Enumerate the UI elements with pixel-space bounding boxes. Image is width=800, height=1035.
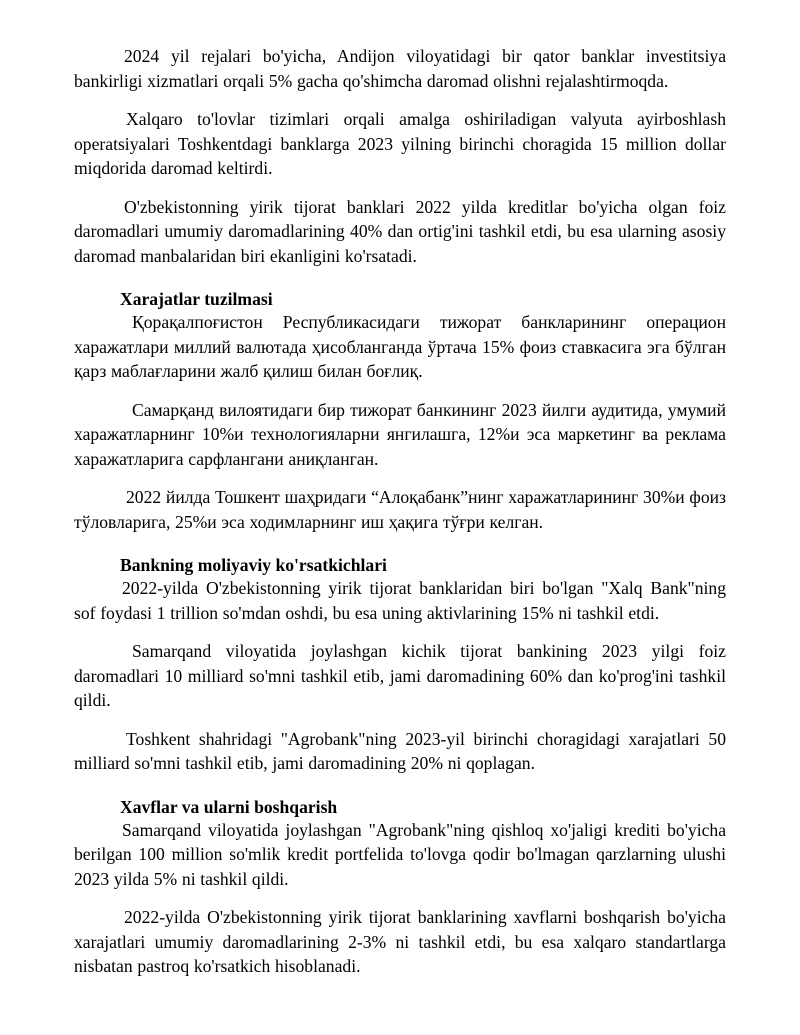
paragraph-currency-exchange: Xalqaro to'lovlar tizimlari orqali amalga oshiriladigan valyuta ayirboshlash operatsiyalari Toshkentdagi banklarga 2023 yilning birinchi choragida 15 million dollar miqdorida daromad keltirdi.	[74, 109, 726, 178]
paragraph-agrobank-credit-portfolio: Samarqand viloyatida joylashgan "Agrobank"ning qishloq xo'jaligi krediti bo'yicha berilgan 100 million so'mlik kredit portfelida to'lovga qodir bo'lmagan qarzlarning ulushi 2023 yilda 5% ni tashkil qildi.	[74, 819, 726, 889]
paragraph-agrobank-expenses: Toshkent shahridagi "Agrobank"ning 2023-yil birinchi choragidagi xarajatlari 50 milliard so'mni tashkil etib, jami daromadining 20% ni qoplagan.	[74, 728, 726, 773]
section-heading-risks: Xavflar va ularni boshqarish	[120, 796, 338, 817]
paragraph-audit-expenses: Самарқанд вилоятидаги бир тижорат банкининг 2023 йилги аудитида, умумий харажатларнинг 10%и технологияларни янгилашга, 12%и эса маркетинг ва реклама харажатларига сарфлангани аниқланган.	[74, 399, 726, 469]
paragraph-operating-expenses: Қорақалпоғистон Республикасидаги тижорат банкларининг операцион харажатлари миллий валютада ҳисобланганда ўртача 15% фоиз ставкасига эга бўлган қарз маблағларини жалб қилиш билан боғлиқ.	[74, 312, 726, 381]
paragraph-xalq-bank-profit: 2022-yilda O'zbekistonning yirik tijorat banklaridan biri bo'lgan "Xalq Bank"ning sof foydasi 1 trillion so'mdan oshdi, bu esa uning aktivlarining 15% ni tashkil etdi.	[74, 578, 726, 623]
paragraph-investment-banking: 2024 yil rejalari bo'yicha, Andijon viloyatidagi bir qator banklar investitsiya bankirligi xizmatlari orqali 5% gacha qo'shimcha daromad olishni rejalashtirmoqda.	[74, 46, 726, 91]
section-heading-financial-indicators: Bankning moliyaviy ko'rsatkichlari	[120, 555, 387, 575]
paragraph-aloqabank-expenses: 2022 йилда Тошкент шаҳридаги “Алоқабанк”нинг харажатларининг 30%и фоиз тўловларига, 25%и эса ходимларнинг иш ҳақига тўғри келган.	[74, 487, 726, 532]
paragraph-risk-management-costs: 2022-yilda O'zbekistonning yirik tijorat banklarining xavflarni boshqarish bo'yicha xarajatlari umumiy daromadlarining 2-3% ni tashkil etdi, bu esa xalqaro standartlarga nisbatan pastroq ko'rsatkich hisoblanadi.	[74, 907, 726, 976]
document-page	[74, 44, 726, 979]
paragraph-interest-income: O'zbekistonning yirik tijorat banklari 2022 yilda kreditlar bo'yicha olgan foiz daromadlari umumiy daromadlarining 40% dan ortig'ini tashkil etdi, bu esa ularning asosiy daromad manbalaridan biri ekanligini ko'rsatadi.	[74, 196, 726, 266]
paragraph-samarqand-bank-income: Samarqand viloyatida joylashgan kichik tijorat bankining 2023 yilgi foiz daromadlari 10 milliard so'mni tashkil etib, jami daromadining 60% dan ko'prog'ini tashkil qildi.	[74, 641, 726, 710]
section-heading-expenses: Xarajatlar tuzilmasi	[120, 289, 273, 309]
